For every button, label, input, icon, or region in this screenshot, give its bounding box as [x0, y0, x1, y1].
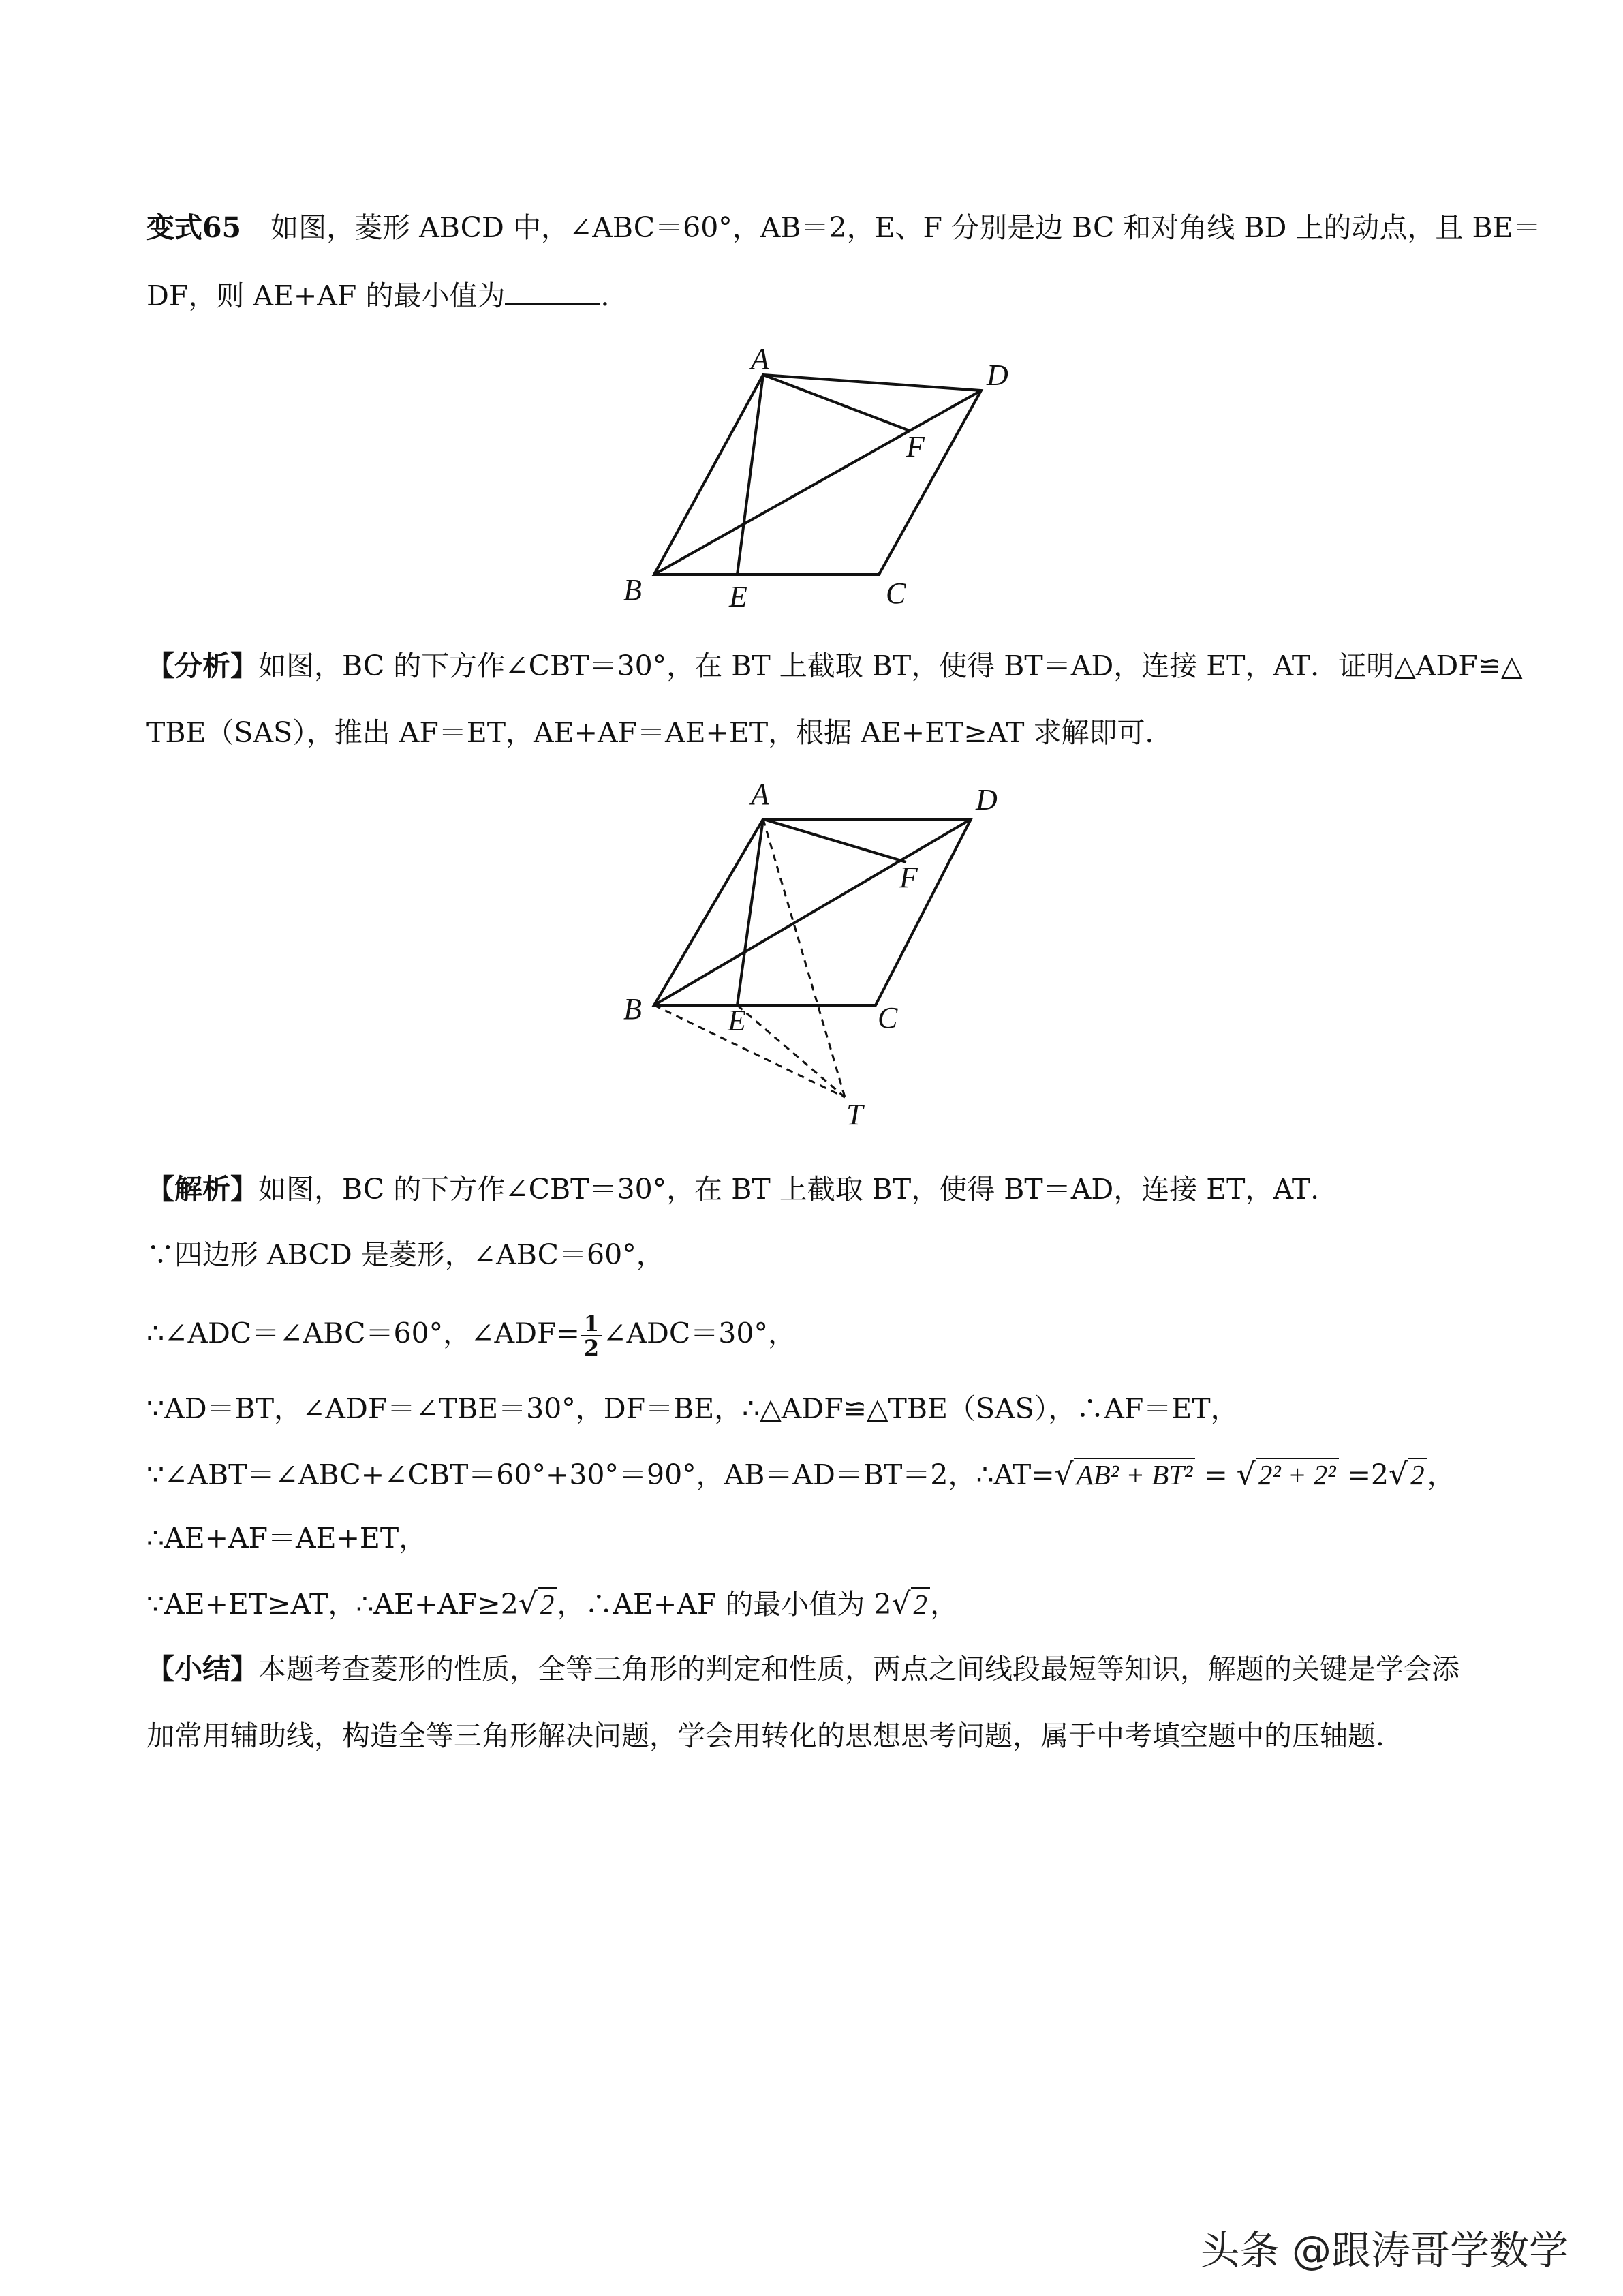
solution-text-3a: ∴∠ADC＝∠ABC＝60°，∠ADF= [146, 1317, 580, 1350]
problem-text-1: 如图，菱形 ABCD 中，∠ABC＝60°，AB＝2，E、F 分别是边 BC 和对角线 BD 上的动点，且 BE＝ [270, 211, 1541, 244]
rhombus-outline [654, 375, 981, 575]
segment-af-2 [763, 819, 906, 862]
fraction-denominator: 2 [583, 1335, 600, 1361]
solution-text-7-end: ， [930, 1588, 958, 1621]
problem-text-2: DF，则 AE+AF 的最小值为 [146, 279, 506, 312]
segment-ae-2 [737, 819, 763, 1005]
label-e: E [729, 580, 747, 613]
solution-equals: = [1195, 1458, 1237, 1491]
label-a: A [751, 344, 769, 376]
summary-text-2: 加常用辅助线，构造全等三角形解决问题，学会用转化的思想思考问题，属于中考填空题中的压轴题． [146, 1719, 1404, 1752]
solution-text-5-end: ， [1427, 1458, 1455, 1491]
problem-tag: 变式65 [146, 211, 242, 244]
label-a-2: A [751, 778, 769, 811]
answer-blank [505, 277, 600, 305]
fraction-numerator: 1 [581, 1312, 602, 1336]
solution-line-3 [146, 1312, 796, 1360]
sqrt-two: √2 [1389, 1455, 1427, 1495]
summary-line-1 [146, 1649, 1459, 1689]
solution-text-3b: ∠ADC＝30°， [603, 1317, 796, 1350]
rhombus-figure-1 [600, 344, 1042, 630]
solution-text-5a: ∵∠ABT＝∠ABC+∠CBT＝60°+30°＝90°，AB＝AD＝BT＝2，∴AT= [146, 1458, 1055, 1491]
solution-line-7 [146, 1585, 958, 1624]
solution-text-4: ∵AD＝BT，∠ADF＝∠TBE＝30°，DF＝BE，∴△ADF≌△TBE（SAS），∴AF＝ET， [146, 1392, 1239, 1425]
analysis-text-1: 如图，BC 的下方作∠CBT＝30°，在 BT 上截取 BT，使得 BT＝AD，连接 ET，AT．证明△ADF≌△ [258, 649, 1523, 682]
label-b: B [623, 573, 642, 607]
label-c-2: C [878, 1001, 898, 1035]
summary-tag: 【小结】 [146, 1653, 258, 1685]
analysis-line-2 [146, 713, 1173, 752]
label-e-2: E [728, 1004, 746, 1037]
analysis-tag: 【分析】 [146, 649, 258, 682]
segment-ae [737, 375, 763, 575]
sqrt-two-squares: √2² + 2² [1237, 1455, 1339, 1495]
solution-line-5 [146, 1455, 1455, 1495]
summary-line-2 [146, 1716, 1404, 1756]
analysis-text-2: TBE（SAS），推出 AF＝ET，AE+AF＝AE+ET，根据 AE+ET≥AT 求解即可． [146, 716, 1173, 749]
segment-et-dashed [737, 1005, 845, 1097]
segment-bt-dashed [654, 1005, 845, 1097]
label-d: D [987, 358, 1008, 392]
solution-text-1: 如图，BC 的下方作∠CBT＝30°，在 BT 上截取 BT，使得 BT＝AD，连接 ET，AT． [258, 1173, 1339, 1206]
solution-line-1 [146, 1169, 1338, 1209]
label-f: F [906, 430, 925, 463]
label-b-2: B [623, 992, 642, 1026]
fraction-one-half [581, 1312, 602, 1360]
solution-text-5c: =2 [1338, 1458, 1389, 1491]
solution-text-2: ∵四边形 ABCD 是菱形，∠ABC＝60°， [146, 1238, 664, 1271]
problem-line-2 [146, 276, 609, 316]
solution-line-2 [146, 1235, 664, 1274]
solution-tag: 【解析】 [146, 1173, 258, 1206]
label-d-2: D [976, 783, 998, 816]
analysis-line-1 [146, 646, 1523, 686]
label-t-2: T [846, 1098, 863, 1131]
problem-end: . [600, 279, 610, 312]
solution-line-6 [146, 1518, 427, 1558]
rhombus-figure-2 [600, 770, 1042, 1138]
solution-text-7a: ∵AE+ET≥AT，∴AE+AF≥2 [146, 1588, 519, 1621]
sqrt-two-b: √2 [891, 1585, 930, 1624]
label-c: C [886, 577, 906, 610]
problem-line-1 [146, 208, 1541, 247]
segment-at-dashed [763, 819, 845, 1097]
solution-line-4 [146, 1389, 1239, 1428]
summary-text-1: 本题考查菱形的性质，全等三角形的判定和性质，两点之间线段最短等知识，解题的关键是学会添 [258, 1653, 1459, 1685]
sqrt-ab-bt: √AB² + BT² [1055, 1455, 1196, 1495]
solution-text-7b: ，∴AE+AF 的最小值为 2 [557, 1588, 892, 1621]
solution-text-6: ∴AE+AF＝AE+ET， [146, 1522, 427, 1555]
label-f-2: F [899, 861, 918, 894]
watermark: 头条 @跟涛哥学数学 [1200, 2227, 1568, 2274]
sqrt-two-a: √2 [519, 1585, 557, 1624]
